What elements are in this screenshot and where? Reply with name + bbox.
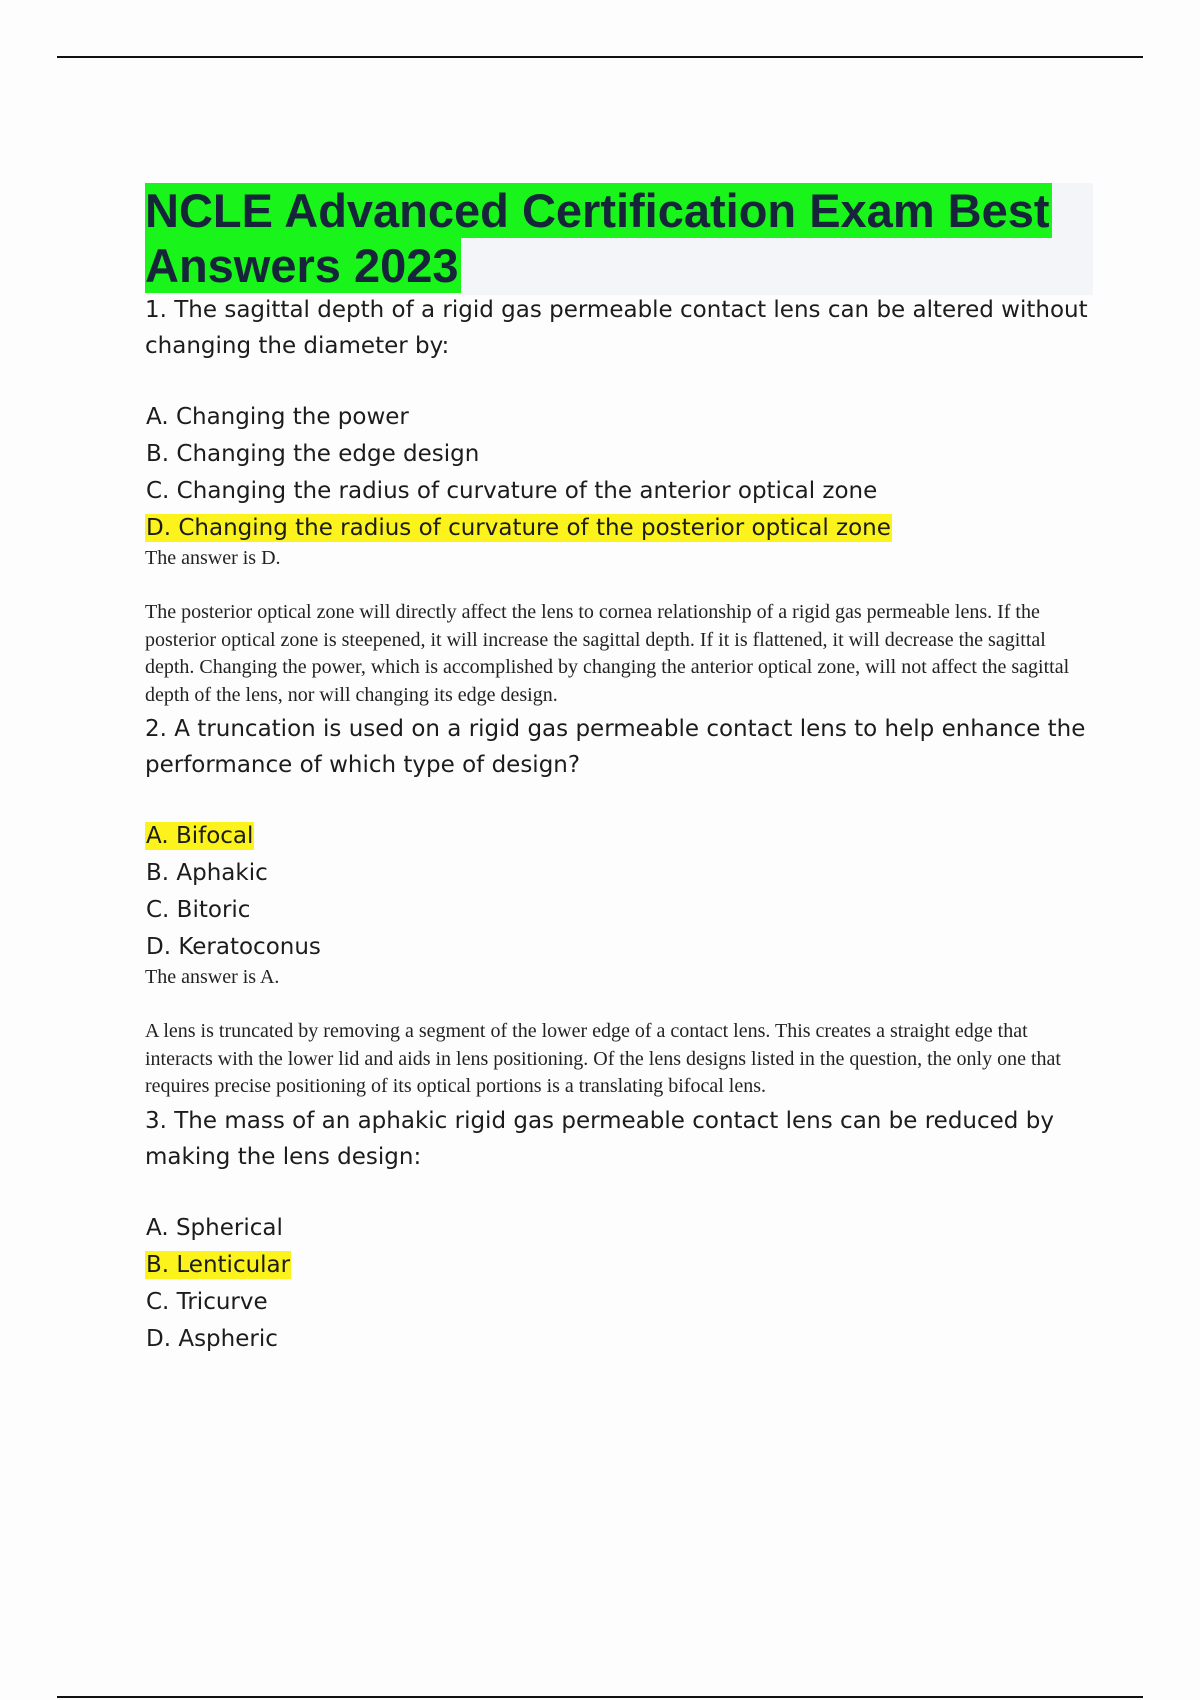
title-line-2: Answers 2023 bbox=[145, 239, 459, 292]
option-a-correct: A. Bifocal bbox=[146, 823, 254, 849]
explanation-text: A lens is truncated by removing a segment of the lower edge of a contact lens. This creates a straight edge that interacts with the lower lid and aids in lens positioning. Of the lens designs listed in the question, the only one that requires precise positioning of its optical portions is a translating bifocal lens. bbox=[145, 1020, 1061, 1097]
option-a: A. Changing the power bbox=[146, 404, 409, 430]
question-block-3 bbox=[145, 1103, 1095, 1355]
document-title bbox=[145, 183, 1093, 293]
explanation-text: The posterior optical zone will directly affect the lens to cornea relationship of a rigid gas permeable lens. If the posterior optical zone is steepened, it will increase the sagittal depth. If it is flattened, it will decrease the sagittal depth. Changing the power, which is accomplished by changing the anterior optical zone, will not affect the sagittal depth of the lens, nor will changing its edge design. bbox=[145, 601, 1070, 706]
title-line-1: NCLE Advanced Certification Exam Best bbox=[145, 184, 1050, 237]
question-block-1 bbox=[145, 292, 1095, 709]
title-block bbox=[145, 183, 1093, 295]
option-c: C. Tricurve bbox=[146, 1288, 268, 1315]
option-a: A. Spherical bbox=[146, 1214, 283, 1241]
options-list bbox=[145, 402, 1095, 544]
option-d: D. Keratoconus bbox=[146, 934, 321, 960]
question-text: 2. A truncation is used on a rigid gas permeable contact lens to help enhance the performance of which type of design? bbox=[145, 716, 1086, 778]
option-d: D. Aspheric bbox=[146, 1325, 278, 1352]
question-text: 1. The sagittal depth of a rigid gas permeable contact lens can be altered without changing the diameter by: bbox=[145, 297, 1088, 359]
answer-text: The answer is D. bbox=[145, 547, 281, 569]
questions-content bbox=[145, 292, 1095, 1361]
question-text: 3. The mass of an aphakic rigid gas permeable contact lens can be reduced by making the lens design: bbox=[145, 1107, 1054, 1170]
answer-text: The answer is A. bbox=[145, 966, 280, 988]
option-d-correct: D. Changing the radius of curvature of the posterior optical zone bbox=[146, 515, 891, 541]
option-c: C. Changing the radius of curvature of the anterior optical zone bbox=[146, 478, 878, 504]
options-list bbox=[145, 821, 1095, 963]
page-top-rule bbox=[57, 56, 1143, 58]
option-b: B. Aphakic bbox=[146, 860, 268, 886]
option-b: B. Changing the edge design bbox=[146, 441, 480, 467]
option-c: C. Bitoric bbox=[146, 897, 251, 923]
option-b-correct: B. Lenticular bbox=[146, 1251, 291, 1278]
page-bottom-rule bbox=[57, 1696, 1143, 1698]
options-list bbox=[145, 1213, 1095, 1355]
question-block-2 bbox=[145, 711, 1095, 1101]
